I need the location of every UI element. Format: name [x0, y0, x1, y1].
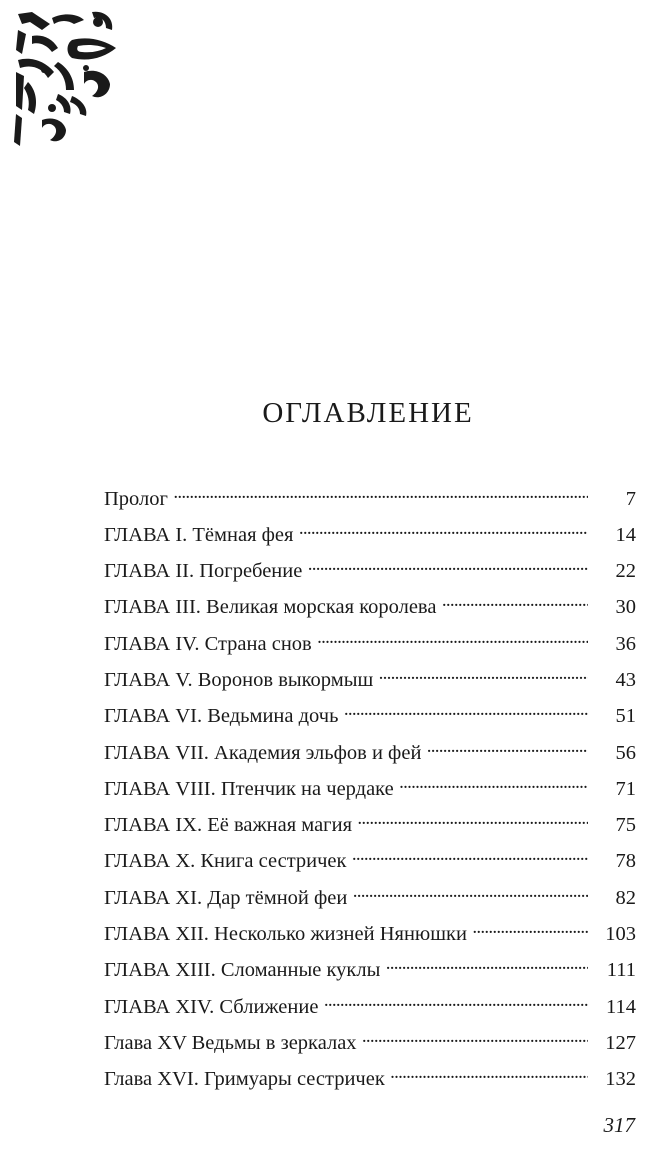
toc-entry-title: Глава XVI. Гримуары сестричек — [104, 1068, 385, 1091]
toc-entry-page: 71 — [615, 777, 636, 800]
toc-entry-page: 51 — [615, 705, 636, 728]
dot-leader — [174, 484, 588, 505]
page-number: 317 — [603, 1113, 635, 1137]
toc-entry[interactable] — [104, 883, 636, 919]
dot-leader — [400, 774, 588, 795]
toc-entry[interactable] — [104, 593, 636, 629]
dot-leader — [353, 847, 589, 868]
toc-entry-title: ГЛАВА VIII. Птенчик на чердаке — [104, 777, 394, 800]
toc-entry[interactable] — [104, 520, 636, 556]
toc-entry-page: 7 — [625, 487, 636, 510]
dot-leader — [391, 1065, 588, 1086]
toc-entry-page: 14 — [615, 523, 636, 546]
toc-entry[interactable] — [104, 956, 636, 992]
dot-leader — [324, 992, 588, 1013]
toc-entry[interactable] — [104, 484, 636, 520]
toc-entry-title: ГЛАВА X. Книга сестричек — [104, 850, 347, 873]
toc-entry[interactable] — [104, 1065, 636, 1101]
dot-leader — [427, 738, 588, 759]
toc-entry[interactable] — [104, 702, 636, 738]
toc-entry-title: ГЛАВА XI. Дар тёмной феи — [104, 886, 348, 909]
toc-entry-title: ГЛАВА VI. Ведьмина дочь — [104, 705, 339, 728]
toc-entry[interactable] — [104, 665, 636, 701]
toc-entry[interactable] — [104, 738, 636, 774]
toc-entry[interactable] — [104, 774, 636, 810]
toc-entry-page: 82 — [615, 886, 636, 909]
toc-entry[interactable] — [104, 557, 636, 593]
toc-entry-title: Глава XV Ведьмы в зеркалах — [104, 1031, 357, 1054]
toc-entry-title: Пролог — [104, 487, 168, 510]
toc-entry-page: 127 — [605, 1031, 636, 1054]
dot-leader — [473, 920, 588, 941]
toc-entry[interactable] — [104, 847, 636, 883]
floral-corner-ornament-icon — [12, 10, 116, 146]
dot-leader — [386, 956, 588, 977]
toc-entry-page: 36 — [615, 632, 636, 655]
toc-entry-title: ГЛАВА IV. Страна снов — [104, 632, 312, 655]
toc-entry[interactable] — [104, 992, 636, 1028]
toc-entry-page: 75 — [615, 814, 636, 837]
toc-entry-title: ГЛАВА III. Великая морская королева — [104, 596, 437, 619]
dot-leader — [379, 665, 588, 686]
table-of-contents — [104, 484, 636, 1101]
toc-entry-page: 56 — [615, 741, 636, 764]
toc-entry[interactable] — [104, 811, 636, 847]
dot-leader — [363, 1028, 588, 1049]
toc-entry[interactable] — [104, 629, 636, 665]
dot-leader — [344, 702, 588, 723]
toc-entry-page: 43 — [615, 668, 636, 691]
toc-entry[interactable] — [104, 1028, 636, 1064]
toc-entry-page: 30 — [615, 596, 636, 619]
dot-leader — [353, 883, 588, 904]
dot-leader — [299, 520, 588, 541]
toc-entry-title: ГЛАВА II. Погребение — [104, 560, 303, 583]
dot-leader — [442, 593, 588, 614]
toc-entry-page: 78 — [615, 850, 636, 873]
toc-entry-title: ГЛАВА IX. Её важная магия — [104, 814, 352, 837]
toc-entry[interactable] — [104, 920, 636, 956]
toc-entry-title: ГЛАВА V. Воронов выкормыш — [104, 668, 374, 691]
toc-entry-page: 103 — [605, 923, 636, 946]
dot-leader — [308, 557, 588, 578]
toc-entry-title: ГЛАВА XIII. Сломанные куклы — [104, 959, 381, 982]
toc-entry-title: ГЛАВА XII. Несколько жизней Нянюшки — [104, 923, 467, 946]
dot-leader — [318, 629, 588, 650]
toc-entry-page: 132 — [605, 1068, 636, 1091]
toc-entry-page: 22 — [615, 560, 636, 583]
toc-entry-title: ГЛАВА VII. Академия эльфов и фей — [104, 741, 422, 764]
toc-entry-title: ГЛАВА XIV. Сближение — [104, 995, 319, 1018]
dot-leader — [358, 811, 588, 832]
toc-entry-title: ГЛАВА I. Тёмная фея — [104, 523, 294, 546]
page-title: ОГЛАВЛЕНИЕ — [262, 397, 474, 429]
toc-entry-page: 114 — [606, 995, 636, 1018]
toc-entry-page: 111 — [606, 959, 636, 982]
